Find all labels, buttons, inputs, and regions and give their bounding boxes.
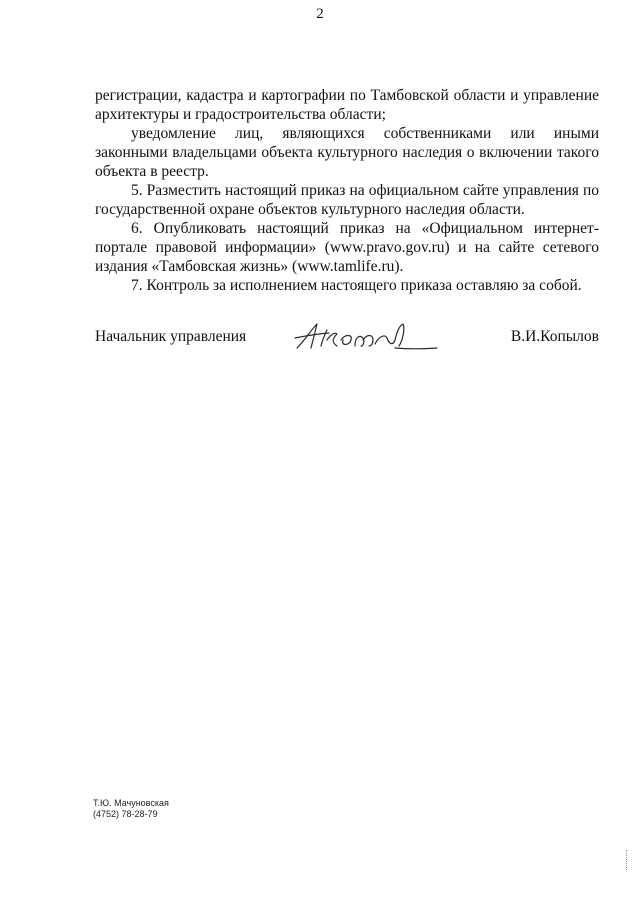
executor-footer: [93, 798, 169, 820]
paragraph-registration-continuation: регистрации, кадастра и картографии по Тамбовской области и управление архитектуры и градостроительства области;: [95, 87, 599, 123]
executor-phone: (4752) 78-28-79: [93, 809, 158, 819]
paragraph-item-7: 7. Контроль за исполнением настоящего приказа оставляю за собой.: [131, 277, 582, 294]
scan-edge-mark: [626, 850, 629, 870]
signatory-name: В.И.Копылов: [510, 328, 599, 345]
handwritten-signature: [291, 318, 441, 354]
page-number: 2: [316, 6, 324, 22]
signature-block: [95, 318, 599, 358]
document-body: [95, 86, 599, 295]
signatory-title: Начальник управления: [95, 328, 247, 345]
paragraph-owner-notification: уведомление лиц, являющихся собственниками или иными законными владельцами объекта культурного наследия о включении такого объекта в реестр.: [95, 125, 599, 180]
paragraph-item-6: 6. Опубликовать настоящий приказ на «Официальном интернет-портале правовой информации» (www.pravo.gov.ru) и на сайте сетевого издания «Тамбовская жизнь» (www.tamlife.ru).: [95, 220, 599, 275]
paragraph-item-5: 5. Разместить настоящий приказ на официальном сайте управления по государственной охране объектов культурного наследия области.: [95, 182, 599, 218]
executor-name: Т.Ю. Мачуновская: [93, 798, 169, 808]
